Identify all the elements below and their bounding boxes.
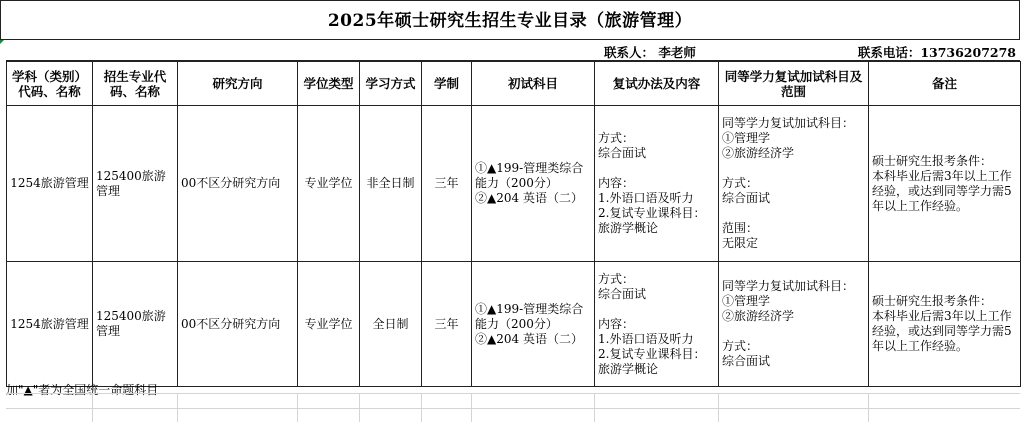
cell-duration: 三年	[422, 262, 472, 387]
cell-major: 125400旅游管理	[93, 106, 178, 262]
header-degree-type: 学位类型	[298, 62, 360, 106]
table-header-row	[7, 62, 1021, 106]
header-equivalent: 同等学力复试加试科目及范围	[719, 62, 869, 106]
sheet-gridline	[594, 393, 595, 422]
table-row	[7, 106, 1021, 262]
cell-direction: 00不区分研究方向	[178, 262, 298, 387]
sheet-gridline	[297, 393, 298, 422]
program-table	[6, 61, 1021, 387]
cell-major: 125400旅游管理	[93, 262, 178, 387]
cell-retest: 方式： 综合面试 内容： 1.外语口语及听力 2.复试专业课科目：旅游学概论	[595, 262, 719, 387]
cell-equivalent: 同等学力复试加试科目： ①管理学 ②旅游经济学 方式： 综合面试	[719, 262, 869, 387]
cell-exam-subjects: ①▲199-管理类综合能力（200分） ②▲204 英语（二）	[472, 106, 595, 262]
sheet-gridline	[359, 393, 360, 422]
sheet-gridline	[92, 393, 93, 422]
cell-duration: 三年	[422, 106, 472, 262]
header-remarks: 备注	[869, 62, 1021, 106]
cell-study-mode: 全日制	[360, 262, 422, 387]
cell-degree-type: 专业学位	[298, 262, 360, 387]
sheet-gridline	[718, 393, 719, 422]
header-retest: 复试办法及内容	[595, 62, 719, 106]
sheet-gridline	[868, 393, 869, 422]
cell-discipline: 1254旅游管理	[7, 262, 93, 387]
cell-degree-type: 专业学位	[298, 106, 360, 262]
cell-retest: 方式： 综合面试 内容： 1.外语口语及听力 2.复试专业课科目：旅游学概论	[595, 106, 719, 262]
header-exam-subjects: 初试科目	[472, 62, 595, 106]
table-row	[7, 262, 1021, 387]
contact-phone: 联系电话：13736207278	[857, 45, 1016, 60]
header-direction: 研究方向	[178, 62, 298, 106]
page-title: 2025年硕士研究生招生专业目录（旅游管理）	[0, 0, 1020, 40]
sheet-gridline	[471, 393, 472, 422]
sheet-gridline	[177, 393, 178, 422]
footnote: 加"▲"者为全国统一命题科目	[6, 383, 159, 397]
cell-direction: 00不区分研究方向	[178, 106, 298, 262]
contact-row	[6, 40, 1020, 61]
contact-person: 联系人： 李老师	[604, 45, 696, 60]
header-study-mode: 学习方式	[360, 62, 422, 106]
cell-comment-marker	[0, 40, 4, 44]
header-discipline: 学科（类别）代码、名称	[7, 62, 93, 106]
cell-remarks: 硕士研究生报考条件： 本科毕业后需3年以上工作经验，或达到同等学力需5年以上工作经验。	[869, 262, 1021, 387]
cell-discipline: 1254旅游管理	[7, 106, 93, 262]
cell-exam-subjects: ①▲199-管理类综合能力（200分） ②▲204 英语（二）	[472, 262, 595, 387]
header-major: 招生专业代码、名称	[93, 62, 178, 106]
cell-study-mode: 非全日制	[360, 106, 422, 262]
cell-equivalent: 同等学力复试加试科目： ①管理学 ②旅游经济学 方式： 综合面试 范围： 无限定	[719, 106, 869, 262]
sheet-gridline	[421, 393, 422, 422]
footnote-area	[6, 378, 1020, 422]
cell-remarks: 硕士研究生报考条件： 本科毕业后需3年以上工作经验，或达到同等学力需5年以上工作经验。	[869, 106, 1021, 262]
header-duration: 学制	[422, 62, 472, 106]
